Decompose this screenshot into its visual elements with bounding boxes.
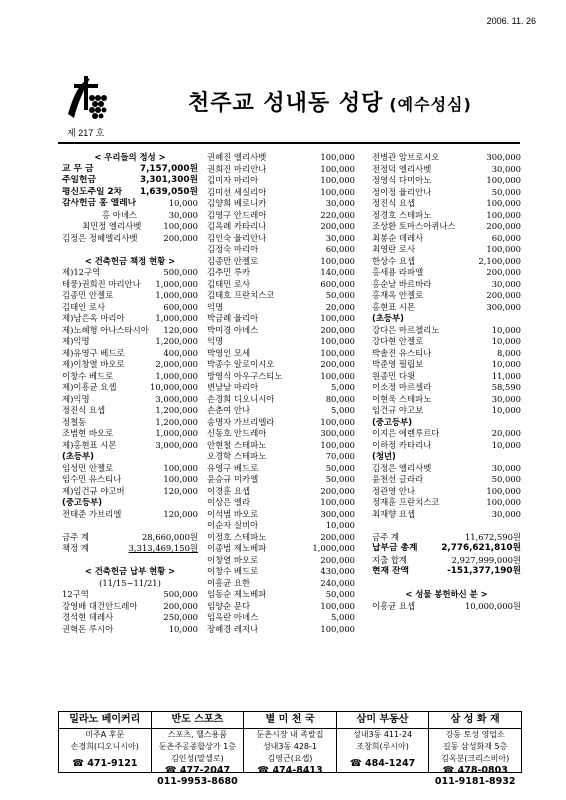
list-item: 제)익명 3,000,000 bbox=[62, 393, 198, 404]
list-item: 임수민 유스티나 100,000 bbox=[62, 474, 198, 484]
list-item: 테풍)권희진 마리안나 1,000,000 bbox=[62, 278, 198, 289]
list-item: 이소정 마르셀라 58,590 bbox=[372, 382, 521, 392]
list-item: 송명자 가브리엘라 100,000 bbox=[207, 416, 355, 427]
issue-date: 2006. 11. 26 bbox=[486, 16, 536, 26]
list-item: 홍현표 시몬 300,000 bbox=[372, 301, 521, 312]
issue-number: 제 217 호 bbox=[67, 128, 105, 138]
list-item: 이창열 바오로 200,000 bbox=[207, 554, 355, 565]
ad-phone: 011-9181-8932 bbox=[434, 776, 516, 787]
list-item: 제)노혜형 아나스타시아 120,000 bbox=[62, 324, 198, 335]
list-item: 강영배 대건안드레아 200,000 bbox=[62, 600, 198, 611]
list-item: 권희진 마리안나 100,000 bbox=[207, 163, 355, 174]
list-item: 변남남 마리아 5,000 bbox=[207, 382, 355, 392]
list-item: 홍순남 바르바라 30,000 bbox=[372, 278, 521, 289]
list-item: 제)이흥균 요셉 10,000,000 bbox=[62, 382, 198, 392]
payment-title: < 건축헌금 납부 현황 > bbox=[84, 566, 176, 576]
ad-phone: ☎ 471-9121 bbox=[72, 758, 138, 769]
list-item: 김인숙 율리안나 30,000 bbox=[207, 232, 355, 243]
current-balance: 현재 잔액 -151,377,190원 bbox=[372, 566, 521, 576]
ad-name: 별 미 천 국 bbox=[244, 712, 336, 729]
ad-box bbox=[152, 712, 245, 787]
list-item: 감사헌금 홍 엘레나 10,000 bbox=[62, 198, 198, 208]
list-item: 제)남은옥 마리아 1,000,000 bbox=[62, 313, 198, 323]
list-item: 임동순 제노베파 50,000 bbox=[207, 589, 355, 599]
list-item: 이경훈 요셉 200,000 bbox=[207, 485, 355, 496]
group-label: (중고등부) bbox=[62, 497, 103, 507]
week-total: 금주 계 28,660,000원 bbox=[62, 531, 198, 542]
list-item: 최영란 로사 100,000 bbox=[372, 244, 521, 254]
list-item: 평신도주일 2차 1,639,050원 bbox=[62, 186, 198, 197]
ad-phone: ☎ 478-0803 bbox=[442, 765, 508, 776]
list-item: 조범현 바오로 1,000,000 bbox=[62, 428, 198, 438]
list-item: 안현철 스테파노 100,000 bbox=[207, 439, 355, 450]
list-item: 제)임건규 야고버 120,000 bbox=[62, 485, 198, 496]
ad-phone: 011-9953-8680 bbox=[157, 776, 238, 787]
list-item: 김종민 안젤로 1,000,000 bbox=[62, 290, 198, 300]
ad-box bbox=[429, 712, 521, 787]
ad-box bbox=[59, 712, 152, 772]
page-title bbox=[188, 86, 472, 117]
ad-phone: ☎ 474-8413 bbox=[257, 765, 323, 776]
list-item: 임옥란 아녜스 5,000 bbox=[207, 612, 355, 622]
list-item: 최재향 요셉 30,000 bbox=[372, 508, 521, 519]
list-item: 한상수 요셉 2,100,000 bbox=[372, 255, 521, 266]
ad-name: 밀라노 베이커리 bbox=[59, 712, 151, 729]
list-item: 전정덕 엘리사벳 30,000 bbox=[372, 163, 521, 174]
list-item: 손경희 디오니시아 80,000 bbox=[207, 393, 355, 404]
top-divider bbox=[58, 142, 520, 144]
plan-total: 책정 계 3,313,469,150원 bbox=[62, 543, 198, 553]
list-item: 이흥균 요한 240,000 bbox=[207, 577, 355, 588]
list-item: 제)유영구 베드로 400,000 bbox=[62, 347, 198, 358]
list-item: 이창수 베드로 1,000,000 bbox=[62, 370, 198, 381]
list-item: 제)이창열 바오로 2,000,000 bbox=[62, 359, 198, 369]
list-item: 이창수 베드로 430,000 bbox=[207, 566, 355, 576]
ad-name: 삼미 부동산 bbox=[337, 712, 429, 729]
list-item: 오경학 스테파노 70,000 bbox=[207, 451, 355, 461]
list-item: 이지은 에렌루르다 20,000 bbox=[372, 428, 521, 438]
list-item: 김추민 루카 140,000 bbox=[207, 267, 355, 277]
list-item: 박종수 알로이시오 200,000 bbox=[207, 359, 355, 369]
list-item: 홍세용 라파엘 200,000 bbox=[372, 267, 521, 277]
list-item: 익명 20,000 bbox=[207, 301, 355, 312]
list-item: 전병관 암브로시오 300,000 bbox=[372, 152, 521, 162]
building-title: < 건축헌금 책정 현황 > bbox=[84, 255, 176, 266]
ad-line: 강동 토성 영업소 bbox=[445, 730, 505, 739]
list-item: 김정숙 마리아 60,000 bbox=[207, 244, 355, 254]
ad-name: 삼 성 화 재 bbox=[429, 712, 521, 729]
ad-line: 김영근(요셉) bbox=[267, 754, 313, 763]
list-item: 최민정 엘리사벳 100,000 bbox=[82, 221, 198, 231]
ad-phone: ☎ 477-2047 bbox=[164, 765, 231, 776]
group-label: (초등부) bbox=[372, 313, 404, 323]
list-item: 김정은 엘리사벳 30,000 bbox=[372, 462, 521, 473]
list-item: 박영인 모세 100,000 bbox=[207, 347, 355, 358]
list-item: 정경호 스테파노 100,000 bbox=[372, 209, 521, 220]
payment-period: (11/15~11/21) bbox=[99, 577, 161, 588]
ad-line: 성내3동 411-24 bbox=[353, 730, 413, 739]
list-item: 임성민 안젤로 100,000 bbox=[62, 462, 198, 473]
column-middle bbox=[207, 152, 355, 635]
group-label: (초등부) bbox=[62, 451, 94, 461]
list-item: 박미경 아녜스 200,000 bbox=[207, 324, 355, 335]
list-item: 제)12구역 500,000 bbox=[62, 267, 198, 277]
list-item: 정진식 요셉 1,200,000 bbox=[62, 405, 198, 415]
list-item: 이종범 제노베파 1,000,000 bbox=[207, 543, 355, 553]
list-item: 장혜경 레지나 100,000 bbox=[207, 623, 355, 634]
list-item: 김태호 프란치스코 50,000 bbox=[207, 290, 355, 300]
ad-line: 둔촌시장 내 족발집 bbox=[256, 730, 324, 739]
list-item: 방영식 아우구스티노 100,000 bbox=[207, 370, 355, 381]
spent-total: 지출 합계 2,927,999,000원 bbox=[372, 554, 521, 565]
list-item: 홍 아녜스 30,000 bbox=[102, 209, 198, 220]
list-item: 박솔진 유스티나 8,000 bbox=[372, 347, 521, 358]
list-item: 김양희 베로니카 30,000 bbox=[207, 198, 355, 208]
list-item: 강다현 안젤로 10,000 bbox=[372, 336, 521, 346]
group-label: (중고등부) bbox=[372, 416, 413, 427]
list-item: 정영식 다미아노 100,000 bbox=[372, 175, 521, 185]
list-item: 김태인 로사 600,000 bbox=[62, 301, 198, 312]
list-item: 김정은 정혜엘리사벳 200,000 bbox=[62, 232, 198, 243]
list-item: 유영구 베드로 50,000 bbox=[207, 462, 355, 473]
list-item: 이현욱 스테파노 30,000 bbox=[372, 393, 521, 404]
list-item: 이상은 엘라 100,000 bbox=[207, 497, 355, 507]
list-item: 정이정 율리안나 50,000 bbox=[372, 186, 521, 197]
list-item: 신동호 안드레아 300,000 bbox=[207, 428, 355, 438]
donation-item: 이흥균 요셉 10,000,000원 bbox=[372, 600, 521, 611]
list-item: 교 무 금 7,157,000원 bbox=[62, 163, 198, 174]
column-left bbox=[62, 152, 198, 635]
list-item: 제)홍현표 시몬 3,000,000 bbox=[62, 439, 198, 450]
list-item: 임건규 야고보 10,000 bbox=[372, 405, 521, 415]
list-item: 김미선 세실리아 100,000 bbox=[207, 186, 355, 197]
ad-line: 손경희(디오니시아) bbox=[70, 742, 139, 751]
list-item: 정재훈 프란치스코 100,000 bbox=[372, 497, 521, 507]
ad-phone: ☎ 484-1247 bbox=[349, 758, 416, 769]
list-item: 익명 100,000 bbox=[207, 336, 355, 346]
church-logo-icon bbox=[64, 74, 110, 124]
week-total: 금주 계 11,672,590원 bbox=[372, 531, 521, 542]
ad-line: 둔촌주공종합상가 1층 bbox=[158, 742, 236, 751]
list-item: 손춘여 안나 5,000 bbox=[207, 405, 355, 415]
ad-line: 김인성(말셀로) bbox=[171, 754, 224, 763]
list-item: 권혁돈 루시아 10,000 bbox=[62, 623, 198, 634]
list-item: 강다은 마르첼리노 10,000 bbox=[372, 324, 521, 335]
list-item: 홍재옥 안젤로 200,000 bbox=[372, 290, 521, 300]
offering-title: < 우리들의 정성 > bbox=[94, 152, 166, 162]
list-item: 이석범 바오로 300,000 bbox=[207, 508, 355, 519]
ad-line: 길동 삼성화재 5층 bbox=[443, 742, 508, 751]
ad-box bbox=[244, 712, 337, 776]
ad-box bbox=[337, 712, 430, 772]
list-item: 최봉순 데레사 60,000 bbox=[372, 232, 521, 243]
donation-title: < 성물 봉헌하신 분 > bbox=[405, 589, 488, 599]
list-item: 조상환 토마스아퀴나스 200,000 bbox=[372, 221, 521, 231]
list-item: 권혜진 엘리사벳 100,000 bbox=[207, 152, 355, 162]
ad-line: 성내3동 428-1 bbox=[262, 742, 318, 751]
list-item: 김태민 로사 600,000 bbox=[207, 278, 355, 289]
list-item: 경석현 데레사 250,000 bbox=[62, 612, 198, 622]
list-item: 윤천선 글라라 50,000 bbox=[372, 474, 521, 484]
ad-name: 반도 스포츠 bbox=[152, 712, 244, 729]
list-item: 임양순 문다 100,000 bbox=[207, 600, 355, 611]
list-item: 김미자 마리아 100,000 bbox=[207, 175, 355, 185]
ad-line: 조창희(루시아) bbox=[356, 742, 409, 751]
list-item: 12구역 500,000 bbox=[62, 589, 198, 599]
list-item: 제)익명 1,200,000 bbox=[62, 336, 198, 346]
ad-line: 미주A 후문 bbox=[85, 730, 125, 739]
list-item: 이하정 카타리나 10,000 bbox=[372, 439, 521, 450]
ad-line: 김옥분(크리스비아) bbox=[441, 754, 510, 763]
list-item: 김종만 안젤로 100,000 bbox=[207, 255, 355, 266]
column-right bbox=[372, 152, 521, 612]
group-label: (청년) bbox=[372, 451, 396, 461]
list-item: 정철동 1,200,000 bbox=[62, 416, 198, 427]
list-item: 윤승규 미카엘 50,000 bbox=[207, 474, 355, 484]
ad-bar bbox=[58, 711, 522, 787]
list-item: 이순자 실비아 10,000 bbox=[207, 520, 355, 530]
paid-total: 납부금 총계 2,776,621,810원 bbox=[372, 543, 521, 553]
list-item: 김영구 안드레아 220,000 bbox=[207, 209, 355, 220]
ad-line: 스포츠, 헬스용품 bbox=[167, 730, 227, 739]
church-subtitle: (예수성심) bbox=[389, 95, 472, 114]
church-name: 천주교 성내동 성당 bbox=[188, 91, 384, 116]
list-item: 정진식 요셉 100,000 bbox=[372, 198, 521, 208]
list-item: 주일헌금 3,301,300원 bbox=[62, 175, 198, 185]
list-item: 정관영 안나 100,000 bbox=[372, 485, 521, 496]
list-item: 박준영 필립보 10,000 bbox=[372, 359, 521, 369]
list-item: 박금례 율리아 100,000 bbox=[207, 313, 355, 323]
list-item: 이정호 스테파노 200,000 bbox=[207, 531, 355, 542]
list-item: 전태준 가브리엘 120,000 bbox=[62, 508, 198, 519]
list-item: 원종민 다윗 11,000 bbox=[372, 370, 521, 381]
list-item: 김옥례 카타리나 200,000 bbox=[207, 221, 355, 231]
